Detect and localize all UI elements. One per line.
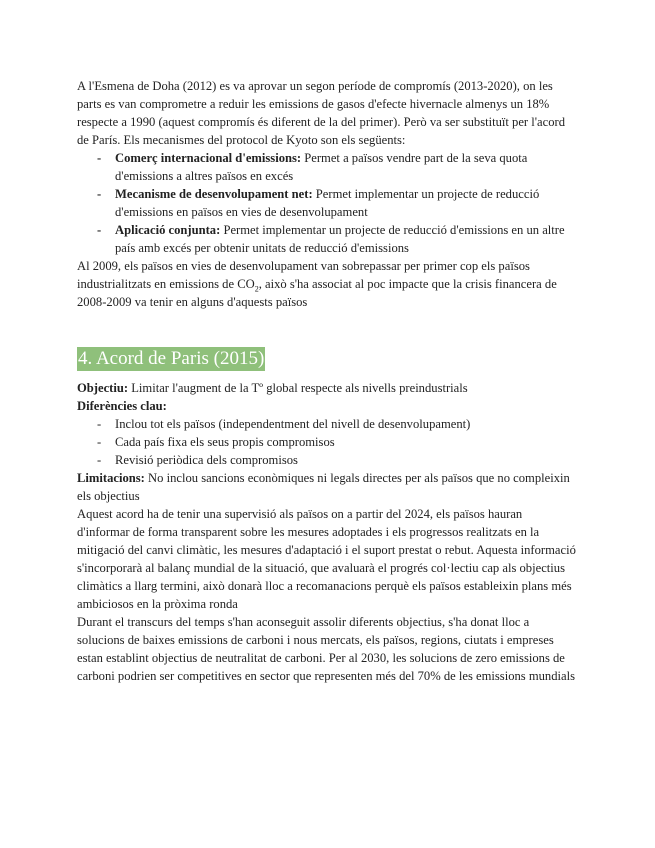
transition-paragraph: Durant el transcurs del temps s'han aconseguit assolir diferents objectius, s'ha donat lloc a solucions de baixes emissions de carboni i nous mercats, els països, regions, ciutats i empreses estan establint objectius de neutralitat de carboni. Per al 2030, les solucions de zero emissions de carboni podrien ser competitives en sector que representen més del 70% de les emissions mundials: [77, 615, 576, 683]
list-marker: -: [97, 453, 102, 467]
differences-label: [77, 397, 577, 415]
list-marker: -: [97, 187, 102, 201]
emissions-text-start: Al 2009, els països en vies de desenvolupament van sobrepassar per primer cop els països industrialitzats en emissions de CO: [77, 259, 530, 291]
mechanism-text: Permet a països vendre part de la seva quota d'emissions a altres països en excés: [115, 151, 528, 183]
intro-paragraph: A l'Esmena de Doha (2012) es va aprovar un segon període de compromís (2013-2020), on les parts es van comprometre a reduir les emissions de gasos d'efecte hivernacle almenys un 18% respecte a 1990 (aquest compromís és diferent de la del primer). Però va ser substituït per l'acord de París. Els mecanismes del protocol de Kyoto son els següents:: [77, 79, 566, 147]
limitations-label: Limitacions:: [77, 471, 145, 485]
emissions-paragraph: [77, 257, 577, 311]
mechanism-text: Permet implementar un projecte de reducció d'emissions en un altre país amb excés per obtenir unitats de reducció d'emissions: [115, 223, 565, 255]
difference-text: Cada país fixa els seus propis compromisos: [115, 435, 335, 449]
supervision-paragraph: Aquest acord ha de tenir una supervisió als països on a partir del 2024, els països hauran d'informar de forma transparent sobre les mesures adoptades i els progressos realitzats en la mitigació del canvi climàtic, les mesures d'adaptació i el suport prestat o rebut. Aquesta informació s'incorporarà al balanç mundial de la situació, que avaluarà el progrés col·lectiu cap als objectius climàtics a llarg termini, això donarà lloc a recomanacions perquè els països estableixin plans més ambiciosos en la pròxima ronda: [77, 507, 576, 611]
list-item: [77, 149, 577, 185]
section-heading-wrapper: [77, 347, 577, 371]
limitations-text: No inclou sancions econòmiques ni legals directes per als països que no compleixin els objectius: [77, 471, 570, 503]
kyoto-mechanisms-list: [77, 149, 577, 257]
mechanism-term: Mecanisme de desenvolupament net:: [115, 187, 313, 201]
difference-text: Inclou tot els països (independentment del nivell de desenvolupament): [115, 417, 471, 431]
objective-label: Objectiu:: [77, 381, 129, 395]
list-item: [77, 221, 577, 257]
mechanism-term: Aplicació conjunta:: [115, 223, 221, 237]
document-content: [77, 77, 577, 685]
differences-label-text: Diferències clau:: [77, 399, 167, 413]
list-item: [77, 185, 577, 221]
objective-text: Limitar l'augment de la Tº global respecte als nivells preindustrials: [128, 381, 468, 395]
list-marker: -: [97, 223, 102, 237]
list-item: [77, 415, 577, 433]
difference-text: Revisió periòdica dels compromisos: [115, 453, 298, 467]
list-item: [77, 451, 577, 469]
section-heading: 4. Acord de Paris (2015): [78, 348, 265, 369]
list-item: [77, 433, 577, 451]
emissions-text-end: , això s'ha associat al poc impacte que la crisis financera de 2008-2009 va tenir en alguns d'aquests països: [77, 277, 557, 309]
differences-list: [77, 415, 577, 469]
list-marker: -: [97, 435, 102, 449]
list-marker: -: [97, 417, 102, 431]
co2-subscript: 2: [254, 284, 259, 294]
mechanism-text: Permet implementar un projecte de reducció d'emissions en països en vies de desenvolupament: [115, 187, 540, 219]
objective-line: [77, 379, 577, 397]
limitations-line: [77, 469, 577, 505]
list-marker: -: [97, 151, 102, 165]
mechanism-term: Comerç internacional d'emissions:: [115, 151, 302, 165]
